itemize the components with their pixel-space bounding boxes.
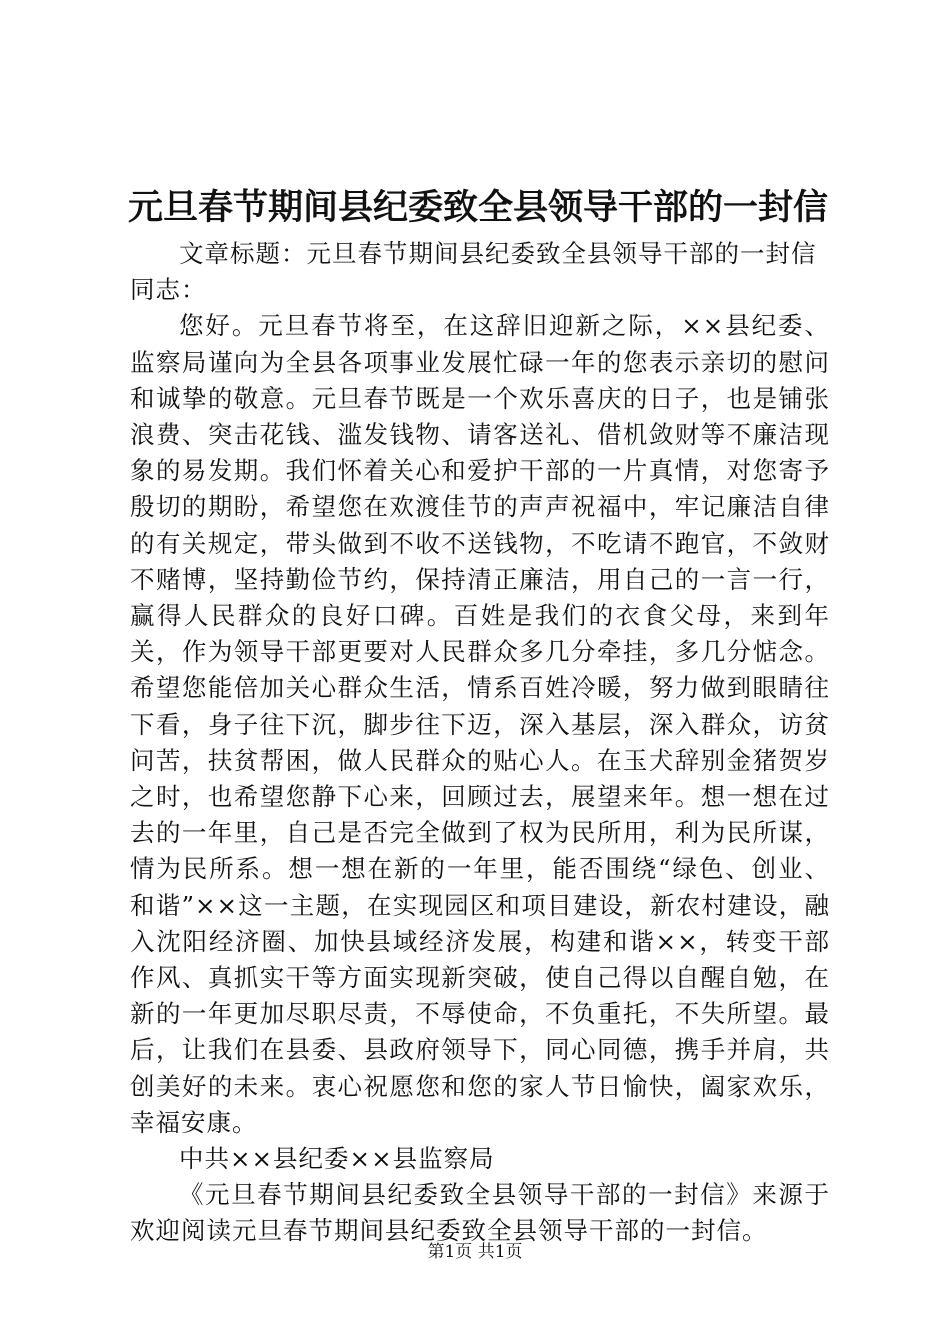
signature-line: 中共××县纪委××县监察局 bbox=[179, 1144, 495, 1174]
source-note: 《元旦春节期间县纪委致全县领导干部的一封信》来源于欢迎阅读元旦春节期间县纪委致全县领导干部的一封信。 bbox=[130, 1180, 830, 1246]
letter-main-paragraph: 您好。元旦春节将至，在这辞旧迎新之际，××县纪委、监察局谨向为全县各项事业发展忙碌一年的您表示亲切的慰问和诚挚的敬意。元旦春节既是一个欢乐喜庆的日子，也是铺张浪费、突击花钱、滥发钱物、请客送礼、借机敛财等不廉洁现象的易发期。我们怀着关心和爱护干部的一片真情，对您寄予殷切的期盼，希望您在欢渡佳节的声声祝福中，牢记廉洁自律的有关规定，带头做到不收不送钱物，不吃请不跑官，不敛财不赌博，坚持勤俭节约，保持清正廉洁，用自己的一言一行，赢得人民群众的良好口碑。百姓是我们的衣食父母，来到年关，作为领导干部更要对人民群众多几分牵挂，多几分惦念。希望您能倍加关心群众生活，情系百姓冷暖，努力做到眼睛往下看，身子往下沉，脚步往下迈，深入基层，深入群众，访贫问苦，扶贫帮困，做人民群众的贴心人。在玉犬辞别金猪贺岁之时，也希望您静下心来，回顾过去，展望来年。想一想在过去的一年里，自己是否完全做到了权为民所用，利为民所谋，情为民所系。想一想在新的一年里，能否围绕“绿色、创业、和谐”××这一主题，在实现园区和项目建设，新农村建设，融入沈阳经济圈、加快县域经济发展，构建和谐××，转变干部作风、真抓实干等方面实现新突破，使自己得以自醒自勉，在新的一年更加尽职尽责，不辱使命，不负重托，不失所望。最后，让我们在县委、县政府领导下，同心同德，携手并肩，共创美好的未来。衷心祝愿您和您的家人节日愉快，阖家欢乐，幸福安康。 bbox=[130, 311, 830, 1137]
page-number: 第1页 共1页 bbox=[427, 1242, 523, 1262]
document-body bbox=[130, 236, 830, 1250]
salutation: 同志： bbox=[130, 275, 207, 305]
article-title-line: 文章标题：元旦春节期间县纪委致全县领导干部的一封信 bbox=[179, 239, 817, 268]
page-footer bbox=[0, 1240, 950, 1264]
document-title: 元旦春节期间县纪委致全县领导干部的一封信 bbox=[128, 187, 829, 228]
